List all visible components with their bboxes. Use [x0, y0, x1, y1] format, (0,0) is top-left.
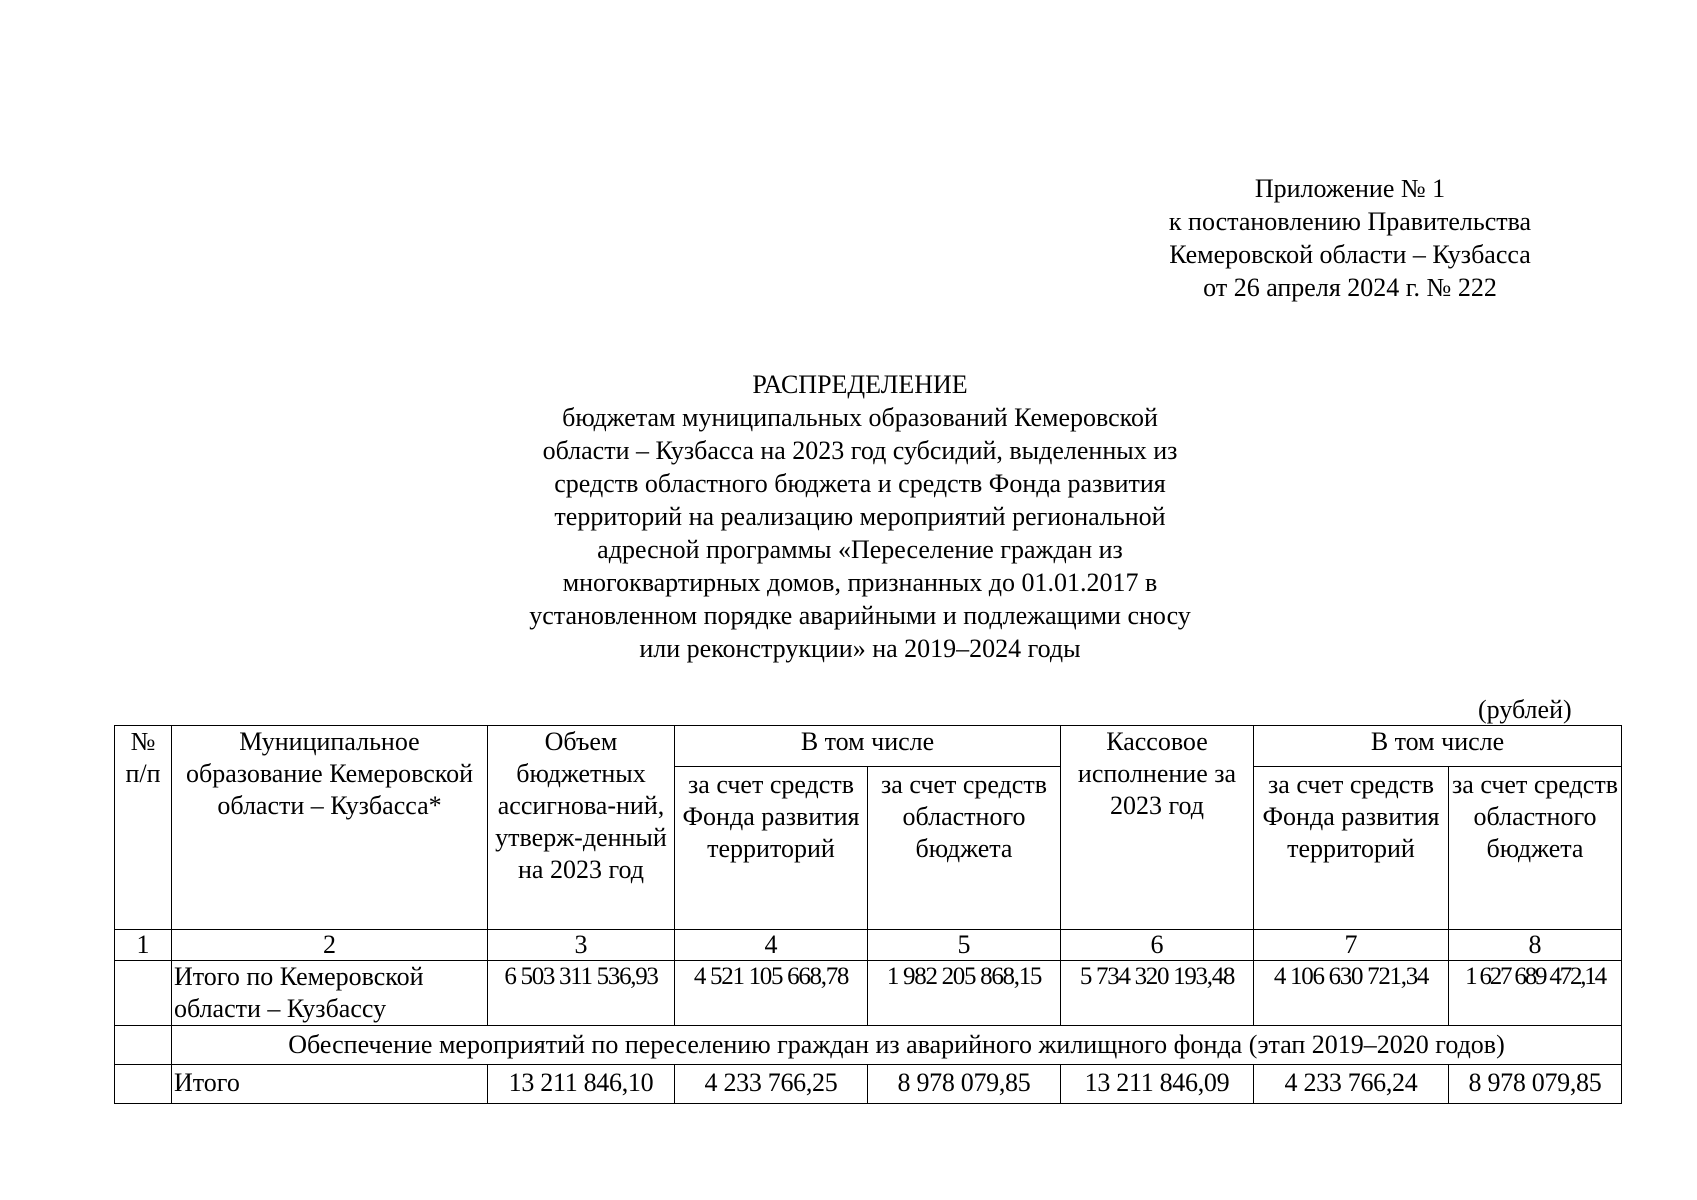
header-regional-1: за счет средств областного бюджета: [868, 767, 1061, 930]
column-number: 6: [1061, 930, 1254, 961]
section-regional-1: 8 978 079,85: [868, 1065, 1061, 1104]
total-fund-1: 4 521 105 668,78: [675, 961, 868, 1026]
section-fund-1: 4 233 766,25: [675, 1065, 868, 1104]
heading-line: многоквартирных домов, признанных до 01.01.2017 в: [562, 568, 1158, 597]
table-header-row: [115, 726, 1622, 767]
appendix-line: Приложение № 1: [1254, 174, 1446, 203]
column-number-row: [115, 930, 1622, 961]
empty-cell: [115, 1026, 172, 1065]
heading-line: установленном порядке аварийными и подлежащими сносу: [529, 601, 1191, 630]
column-number: 5: [868, 930, 1061, 961]
section-row: [115, 1026, 1622, 1065]
column-number: 1: [115, 930, 172, 961]
column-number: 2: [172, 930, 488, 961]
header-including-2: В том числе: [1254, 726, 1622, 767]
appendix-block: [1165, 172, 1535, 304]
header-fund-1: за счет средств Фонда развития территорий: [675, 767, 868, 930]
table-row: [115, 961, 1622, 1026]
header-fund-2: за счет средств Фонда развития территорий: [1254, 767, 1449, 930]
total-volume: 6 503 311 536,93: [488, 961, 675, 1026]
heading-line: бюджетам муниципальных образований Кемеровской: [562, 403, 1158, 432]
budget-table: [114, 725, 1622, 1104]
section-execution: 13 211 846,09: [1061, 1065, 1254, 1104]
header-execution: Кассовое исполнение за 2023 год: [1061, 726, 1254, 930]
appendix-line: к постановлению Правительства: [1168, 207, 1532, 236]
section-volume: 13 211 846,10: [488, 1065, 675, 1104]
total-execution: 5 734 320 193,48: [1061, 961, 1254, 1026]
header-municipality: Муниципальное образование Кемеровской области – Кузбасса*: [172, 726, 488, 930]
section-title: Обеспечение мероприятий по переселению граждан из аварийного жилищного фонда (этап 2019–2020 годов): [172, 1026, 1622, 1065]
total-row-name: Итого по Кемеровской области – Кузбассу: [172, 961, 488, 1026]
total-regional-2: 1 627 689 472,14: [1449, 961, 1622, 1026]
column-number: 8: [1449, 930, 1622, 961]
table-row: [115, 1065, 1622, 1104]
section-regional-2: 8 978 079,85: [1449, 1065, 1622, 1104]
section-total-name: Итого: [172, 1065, 488, 1104]
column-number: 3: [488, 930, 675, 961]
heading-line: или реконструкции» на 2019–2024 годы: [639, 634, 1081, 663]
document-title: РАСПРЕДЕЛЕНИЕ: [752, 370, 968, 399]
section-fund-2: 4 233 766,24: [1254, 1065, 1449, 1104]
appendix-line: от 26 апреля 2024 г. № 222: [1203, 273, 1497, 302]
empty-cell: [115, 1065, 172, 1104]
heading-line: средств областного бюджета и средств Фонда развития: [554, 469, 1166, 498]
document-heading: [480, 368, 1240, 665]
heading-line: территорий на реализацию мероприятий региональной: [554, 502, 1166, 531]
total-regional-1: 1 982 205 868,15: [868, 961, 1061, 1026]
column-number: 4: [675, 930, 868, 961]
heading-line: области – Кузбасса на 2023 год субсидий, выделенных из: [542, 436, 1178, 465]
header-volume: Объем бюджетных ассигнова-ний, утверж-денный на 2023 год: [488, 726, 675, 930]
total-fund-2: 4 106 630 721,34: [1254, 961, 1449, 1026]
appendix-line: Кемеровской области – Кузбасса: [1169, 240, 1531, 269]
empty-cell: [115, 961, 172, 1026]
unit-label: (рублей): [1478, 695, 1572, 724]
header-num: № п/п: [115, 726, 172, 930]
column-number: 7: [1254, 930, 1449, 961]
header-including-1: В том числе: [675, 726, 1061, 767]
header-regional-2: за счет средств областного бюджета: [1449, 767, 1622, 930]
heading-line: адресной программы «Переселение граждан из: [597, 535, 1123, 564]
